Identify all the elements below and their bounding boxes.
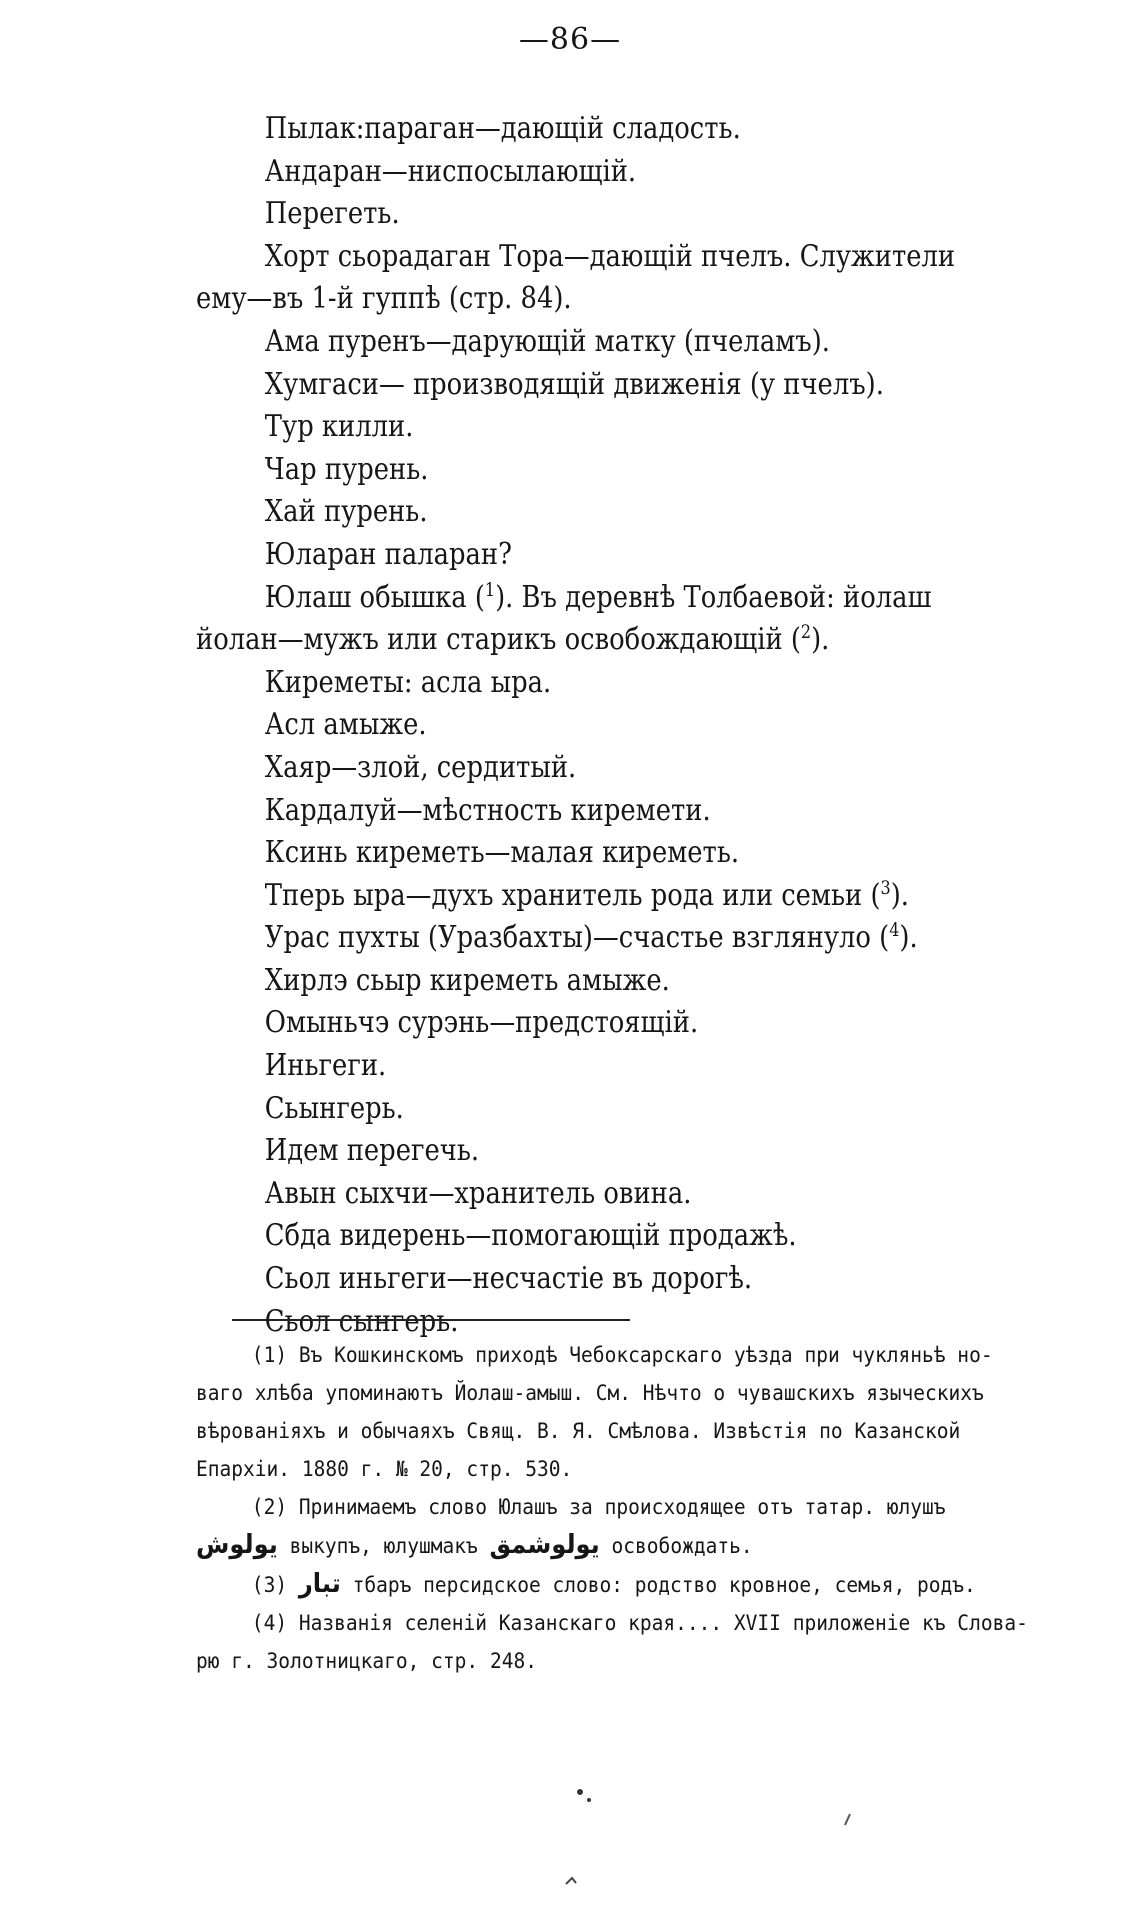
footnote-4: (4) Названія селеній Казанскаго края.... XVII приложеніе къ Слова- xyxy=(251,1611,1028,1635)
entry-line: Хорт сьорадаган Тора—дающій пчелъ. Служители xyxy=(264,238,956,274)
footnote-1-cont: вѣрованіяхъ и обычаяхъ Свящ. В. Я. Смѣлова. Извѣстія по Казанской xyxy=(196,1419,961,1443)
page-number: —86— xyxy=(518,22,622,57)
entry-line: Сьынгерь. xyxy=(264,1090,404,1126)
entry-line: Чар пурень. xyxy=(264,451,429,487)
entry-line: Юларан паларан? xyxy=(264,536,512,572)
footnote-ref: 1 xyxy=(484,579,496,601)
entry-line xyxy=(196,875,961,918)
entry-line: Идем перегечь. xyxy=(264,1133,480,1169)
entry-line: Сьол сынгерь. xyxy=(264,1303,459,1339)
entry-line: Киреметы: асла ыра. xyxy=(264,664,552,700)
footnote-1: (1) Въ Кошкинскомъ приходѣ Чебоксарскаго уѣзда при чукляньѣ но- xyxy=(251,1343,993,1367)
footnote-1-cont: Епархіи. 1880 г. № 20, стр. 530. xyxy=(196,1457,573,1481)
entry-text: ). Въ деревнѣ Толбаевой: йолаш xyxy=(495,579,932,615)
footnote-1-cont: ваго хлѣба упоминаютъ Йолаш-амыш. См. Нѣчто о чувашскихъ языческихъ xyxy=(196,1381,984,1405)
entry-text: ). xyxy=(899,920,918,956)
entry-line: Авын сыхчи—хранитель овина. xyxy=(264,1175,692,1211)
entry-line: Хумгаси— производящій движенія (у пчелъ). xyxy=(264,366,884,402)
footnote-2: (2) Принимаемъ слово Юлашъ за происходящее отъ татар. юлушъ xyxy=(251,1495,946,1519)
entry-line: Сьол иньгеги—несчастіе въ дорогѣ. xyxy=(264,1261,753,1297)
entry-line: Хай пурень. xyxy=(264,494,428,530)
entry-line xyxy=(196,619,961,662)
entry-line: ему—въ 1-й гуппѣ (стр. 84). xyxy=(196,281,572,317)
arabic-word: تبار xyxy=(298,1569,341,1599)
entry-text: Тперь ыра—духъ хранитель рода или семьи ( xyxy=(264,877,881,913)
footnote-ref: 2 xyxy=(800,622,812,644)
entries-list xyxy=(196,108,1086,1343)
footnote-2-cont: يولوش выкупъ, юлушмакъ يولوشمق освобождать. xyxy=(196,1530,753,1560)
entry-line: Хирлэ сьыр киреметь амыже. xyxy=(264,962,670,998)
entry-text: Урас пухты (Уразбахты)—счастье взглянуло ( xyxy=(264,920,890,956)
entry-line: Омыньчэ сурэнь—предстоящій. xyxy=(264,1005,699,1041)
entry-line: Кардалуй—мѣстность киремети. xyxy=(264,792,711,828)
entry-line: Перегеть. xyxy=(264,196,400,232)
entry-line: Ама пуренъ—дарующій матку (пчеламъ). xyxy=(264,323,830,359)
footnote-4-cont: рю г. Золотницкаго, стр. 248. xyxy=(196,1649,537,1673)
entry-text: ). xyxy=(811,622,830,658)
footnotes xyxy=(196,1336,1096,1680)
entry-line: Ксинь киреметь—малая киреметь. xyxy=(264,835,740,871)
footnote-ref: 4 xyxy=(889,920,900,942)
entry-line xyxy=(196,577,961,620)
arabic-word: يولوش xyxy=(196,1530,278,1560)
entry-text: ). xyxy=(890,877,909,913)
entry-text: йолан—мужъ или старикъ освобождающій ( xyxy=(196,622,801,658)
entry-line: Пылак:параган—дающій сладость. xyxy=(264,111,741,146)
footnote-3: (3) تبار тбаръ персидское слово: родство кровное, семья, родъ. xyxy=(251,1569,976,1599)
entry-line: Андаран—ниспосылающій. xyxy=(264,153,637,189)
entry-line: Тур килли. xyxy=(264,409,414,445)
entry-line: Асл амыже. xyxy=(264,707,427,743)
footnote-divider xyxy=(232,1319,630,1321)
entry-line: Иньгеги. xyxy=(264,1048,387,1084)
entry-line: Хаяр—злой, сердитый. xyxy=(264,749,577,785)
arabic-word: يولوشمق xyxy=(489,1530,600,1560)
entry-line xyxy=(196,917,961,960)
entry-text: Юлаш обышка ( xyxy=(264,579,485,615)
entry-line: Сбда видерень—помогающій продажѣ. xyxy=(264,1218,797,1254)
footnote-ref: 3 xyxy=(880,877,891,899)
